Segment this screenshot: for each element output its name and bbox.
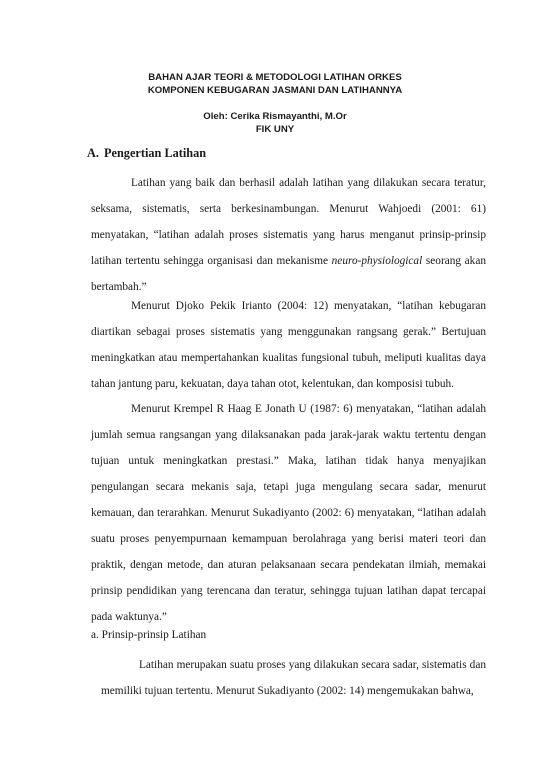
document-title-line-2: KOMPONEN KEBUGARAN JASMANI DAN LATIHANNYA (147, 85, 403, 96)
subsection-a-heading: a. Prinsip-prinsip Latihan (91, 629, 207, 641)
section-a-heading (87, 145, 206, 161)
subsection-a-paragraph-1 (101, 652, 486, 704)
author-line: Oleh: Cerika Rismayanthi, M.Or (203, 111, 347, 122)
paragraph-1-text-a: Latihan yang baik dan berhasil adalah latihan yang dilakukan secara teratur, seksama, sistematis, serta berkesinambungan. Menurut Wahjoedi (2001: 61) menyatakan, “latihan adalah proses sistematis yang harus menganut prinsip-prinsip latihan tertentu sehingga organisasi dan mekanisme (91, 177, 486, 267)
institution-line: FIK UNY (255, 124, 295, 135)
paragraph-1-text-b: seorang akan bertambah.” (91, 255, 486, 293)
paragraph-3-text: Menurut Krempel R Haag E Jonath U (1987: 6) menyatakan, “latihan adalah jumlah semua rangsangan yang dilaksanakan pada jarak-jarak waktu tertentu dengan tujuan untuk meningkatkan prestasi.” Maka, latihan tidak hanya menyajikan pengulangan secara mekanis saja, tetapi juga mengulang secara sadar, menurut kemauan, dan terarahkan. Menurut Sukadiyanto (2002: 6) menyatakan, “latihan adalah suatu proses penyempurnaan kemampuan berolahraga yang berisi materi teori dan praktik, dengan metode, dan aturan pelaksanaan secara pendekatan ilmiah, memakai prinsip pendidikan yang terencana dan teratur, sehingga tujuan latihan dapat tercapai pada waktunya.” (91, 403, 486, 623)
paragraph-1-italic-term: neuro-physiological (331, 255, 423, 267)
section-a-title: Pengertian Latihan (104, 146, 207, 160)
paragraph-2-text: Menurut Djoko Pekik Irianto (2004: 12) menyatakan, “latihan kebugaran diartikan sebagai proses sistematis yang menggunakan rangsang gerak.” Bertujuan meningkatkan atau mempertahankan kualitas fungsional tubuh, meliputi kualitas daya tahan jantung paru, kekuatan, daya tahan otot, kelentukan, dan komposisi tubuh. (91, 300, 486, 390)
subsection-a-paragraph-1-text: Latihan merupakan suatu proses yang dilakukan secara sadar, sistematis dan memiliki tujuan tertentu. Menurut Sukadiyanto (2002: 14) mengemukakan bahwa, (101, 659, 486, 697)
paragraph-2 (91, 293, 486, 397)
paragraph-1 (91, 170, 486, 300)
paragraph-3 (91, 396, 486, 630)
document-title-line-1: BAHAN AJAR TEORI & METODOLOGI LATIHAN ORKES (148, 72, 402, 83)
section-a-letter: A. (87, 146, 99, 160)
